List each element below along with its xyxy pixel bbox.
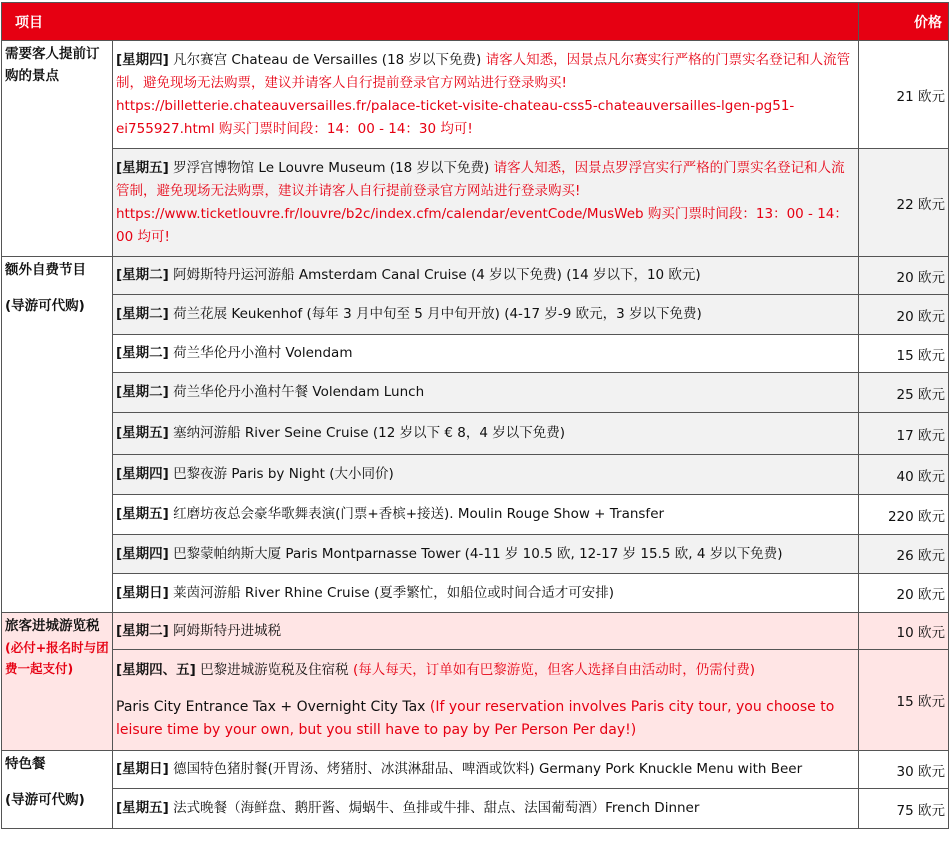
item-name: 罗浮宫博物馆 Le Louvre Museum (18 岁以下免费) [168,159,494,176]
item-name: 巴黎夜游 Paris by Night (大小同价) [168,466,394,482]
item-note: (每人每天，订单如有巴黎游览，但客人选择自由活动时，仍需付费) [352,661,755,678]
item-name: 巴黎进城游览税及住宿税 [195,661,353,678]
item-price: 20 欧元 [859,257,949,295]
weekday-label: [星期二] [116,267,169,283]
item-price: 20 欧元 [859,295,949,335]
section-advance-booking [2,41,113,257]
table-header [2,3,949,41]
section-subtitle: (导游可代购) [5,792,85,808]
table-row [2,373,949,413]
section-subtitle: (必付+报名时与团费一起支付) [5,640,109,676]
weekday-label: [星期四] [116,466,169,482]
weekday-label: [星期日] [116,761,169,777]
item-note-en: (If your reservation involves Paris city tour, you choose to leisure time by your own, but you still have to pay by Per Person Per day!) [116,698,835,738]
item-name: 荷兰华伦丹小渔村 Volendam [168,345,353,361]
weekday-label: [星期五] [116,159,169,176]
item-price: 22 欧元 [859,149,949,257]
section-title: 额外自费节目 [5,262,86,278]
item-name: 德国特色猪肘餐(开胃汤、烤猪肘、冰淇淋甜品、啤酒或饮料) Germany Pork Knuckle Menu with Beer [168,761,803,777]
weekday-label: [星期二] [116,384,169,400]
table-row [2,295,949,335]
table-row [2,650,949,751]
weekday-label: [星期五] [116,425,169,441]
item-price: 25 欧元 [859,373,949,413]
section-city-tax [2,613,113,751]
item-description [113,41,859,149]
item-price: 40 欧元 [859,455,949,495]
weekday-label: [星期二] [116,622,169,639]
item-price: 75 欧元 [859,789,949,829]
item-name: 荷兰华伦丹小渔村午餐 Volendam Lunch [168,384,425,400]
item-price: 17 欧元 [859,413,949,455]
header-item: 项目 [2,3,859,41]
item-name: 法式晚餐（海鲜盘、鹅肝酱、焗蜗牛、鱼排或牛排、甜点、法国葡萄酒）French Dinner [168,800,700,816]
table-row [2,149,949,257]
weekday-label: [星期四、五] [116,661,196,678]
item-description [113,650,859,751]
section-extra-programs [2,257,113,613]
section-subtitle: (导游可代购) [5,298,85,314]
item-price: 30 欧元 [859,751,949,789]
table-row [2,751,949,789]
item-price: 15 欧元 [859,650,949,751]
section-title: 旅客进城游览税 [5,618,100,634]
item-name: 阿姆斯特丹进城税 [168,622,282,639]
table-row [2,41,949,149]
table-row [2,335,949,373]
weekday-label: [星期五] [116,506,169,522]
item-name: 凡尔赛宫 Chateau de Versailles (18 岁以下免费) [168,51,486,68]
weekday-label: [星期日] [116,584,169,601]
table-row [2,455,949,495]
item-description [113,149,859,257]
weekday-label: [星期二] [116,306,169,322]
table-row [2,257,949,295]
item-name: 阿姆斯特丹运河游船 Amsterdam Canal Cruise (4 岁以下免费) (14 岁以下，10 欧元) [168,267,701,283]
item-price: 21 欧元 [859,41,949,149]
item-name: 荷兰花展 Keukenhof (每年 3 月中旬至 5 月中旬开放) (4-17 岁-9 欧元，3 岁以下免费) [168,306,702,322]
table-row [2,413,949,455]
item-note: 请客人知悉，因景点罗浮宫实行严格的门票实名登记和人流管制，避免现场无法购票，建议并请客人自行提前登录官方网站进行登录购买! https://www.ticketlouvre.fr/louvre/b2c/index.cfm/calendar/eventCode/MusWeb 购买门票时间段：13：00 - 14：00 均可! [116,159,848,245]
item-price: 10 欧元 [859,613,949,650]
weekday-label: [星期二] [116,345,169,361]
item-name: 塞纳河游船 River Seine Cruise (12 岁以下 € 8，4 岁以下免费) [168,425,566,441]
section-special-meals [2,751,113,829]
header-price: 价格 [859,3,949,41]
table-row [2,613,949,650]
item-name: 莱茵河游船 River Rhine Cruise (夏季繁忙，如船位或时间合适才可安排) [168,584,614,601]
table-row [2,574,949,613]
item-price: 20 欧元 [859,574,949,613]
item-name-en: Paris City Entrance Tax + Overnight City Tax [116,698,430,715]
weekday-label: [星期五] [116,800,169,816]
table-row [2,789,949,829]
section-title: 需要客人提前订购的景点 [5,46,100,84]
weekday-label: [星期四] [116,51,169,68]
table-row [2,495,949,535]
item-name: 巴黎蒙帕纳斯大厦 Paris Montparnasse Tower (4-11 岁 10.5 欧, 12-17 岁 15.5 欧, 4 岁以下免费) [168,545,783,562]
item-price: 15 欧元 [859,335,949,373]
item-name: 红磨坊夜总会豪华歌舞表演(门票+香槟+接送). Moulin Rouge Show + Transfer [168,506,665,522]
table-row [2,535,949,574]
item-price: 26 欧元 [859,535,949,574]
item-price: 220 欧元 [859,495,949,535]
item-note: 请客人知悉，因景点凡尔赛实行严格的门票实名登记和人流管制，避免现场无法购票，建议并请客人自行提前登录官方网站进行登录购买! https://billetterie.chateauversailles.fr/palace-ticket-visite-chateau-css5-chateauversailles-lgen-pg51-ei755927.html 购买门票时间段：14：00 - 14：30 均可! [116,51,851,137]
price-table [1,2,949,829]
weekday-label: [星期四] [116,545,169,562]
section-title: 特色餐 [5,756,46,772]
